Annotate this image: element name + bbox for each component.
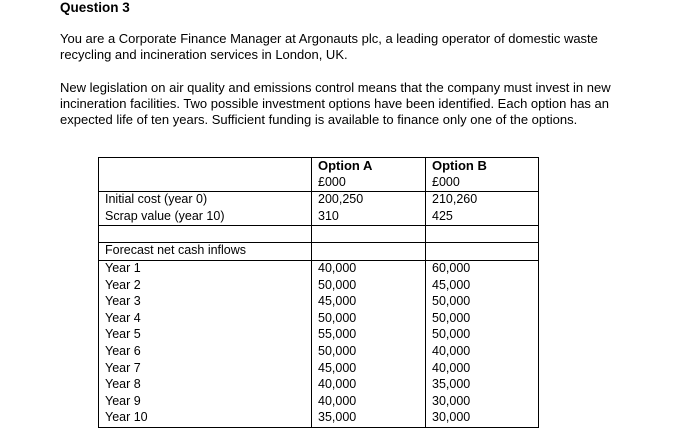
intro-paragraph: You are a Corporate Finance Manager at Argonauts plc, a leading operator of domestic waste recycling and incineration services in London, UK. [60, 31, 598, 62]
year-label: Year 7 [99, 361, 312, 378]
option-a-value: 45,000 [312, 294, 426, 311]
table-row [99, 294, 539, 311]
table-row [99, 410, 539, 427]
option-b-value: 50,000 [426, 327, 539, 344]
option-b-value: 45,000 [426, 278, 539, 295]
option-b-value: 30,000 [426, 410, 539, 427]
unit-row [99, 175, 539, 192]
table-row [99, 344, 539, 361]
year-label: Year 8 [99, 377, 312, 394]
option-a-header: Option A [312, 158, 426, 175]
option-b-value: 30,000 [426, 394, 539, 411]
year-label: Year 2 [99, 278, 312, 295]
cash-flow-table [98, 157, 539, 428]
table-row [99, 278, 539, 295]
year-label: Year 5 [99, 327, 312, 344]
question-title: Question 3 [60, 0, 130, 15]
scrap-value-b: 425 [426, 209, 539, 226]
option-b-value: 50,000 [426, 294, 539, 311]
year-label: Year 4 [99, 311, 312, 328]
option-a-value: 40,000 [312, 377, 426, 394]
option-a-value: 50,000 [312, 311, 426, 328]
scrap-value-row [99, 209, 539, 226]
table-row [99, 361, 539, 378]
option-b-value: 60,000 [426, 260, 539, 277]
option-b-value: 50,000 [426, 311, 539, 328]
table-header-row [99, 158, 539, 175]
initial-cost-a: 200,250 [312, 192, 426, 209]
option-b-header: Option B [426, 158, 539, 175]
option-b-unit: £000 [426, 175, 539, 192]
option-a-value: 50,000 [312, 278, 426, 295]
year-label: Year 1 [99, 260, 312, 277]
spacer-row [99, 226, 539, 243]
option-a-value: 55,000 [312, 327, 426, 344]
option-b-value: 35,000 [426, 377, 539, 394]
option-a-unit: £000 [312, 175, 426, 192]
header-blank-cell [99, 158, 312, 175]
initial-cost-label: Initial cost (year 0) [99, 192, 312, 209]
year-label: Year 9 [99, 394, 312, 411]
table-row [99, 311, 539, 328]
table-row [99, 377, 539, 394]
option-a-value: 35,000 [312, 410, 426, 427]
forecast-header-row [99, 243, 539, 261]
option-a-value: 45,000 [312, 361, 426, 378]
unit-blank-cell [99, 175, 312, 192]
table-row [99, 260, 539, 277]
forecast-label: Forecast net cash inflows [99, 243, 312, 261]
year-label: Year 6 [99, 344, 312, 361]
initial-cost-row [99, 192, 539, 209]
option-a-value: 40,000 [312, 394, 426, 411]
option-b-value: 40,000 [426, 344, 539, 361]
scrap-value-label: Scrap value (year 10) [99, 209, 312, 226]
table-row [99, 394, 539, 411]
scrap-value-a: 310 [312, 209, 426, 226]
table-row [99, 327, 539, 344]
legislation-paragraph: New legislation on air quality and emissions control means that the company must invest in new incineration facilities. Two possible investment options have been identified. Each option has an expected life of ten years. Sufficient funding is available to finance only one of the options. [60, 80, 611, 127]
year-label: Year 3 [99, 294, 312, 311]
initial-cost-b: 210,260 [426, 192, 539, 209]
option-a-value: 50,000 [312, 344, 426, 361]
option-a-value: 40,000 [312, 260, 426, 277]
year-label: Year 10 [99, 410, 312, 427]
option-b-value: 40,000 [426, 361, 539, 378]
